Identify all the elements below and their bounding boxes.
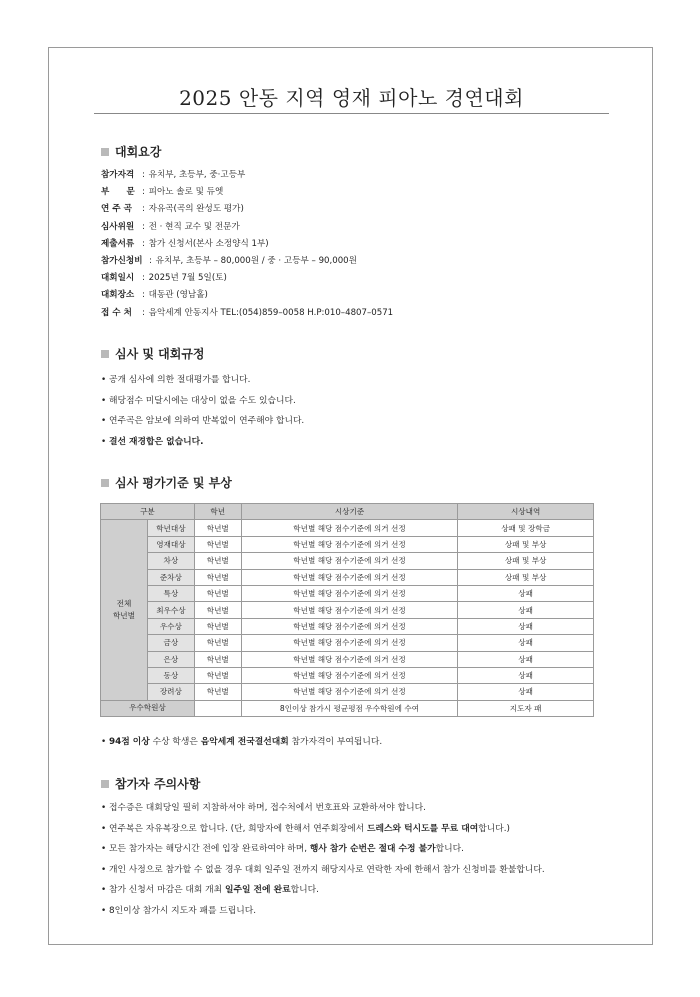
note-tail: 합니다.) bbox=[478, 823, 510, 834]
note-text: 연주복은 자유복장으로 합니다. (단, 희망자에 한해서 연주회장에서 bbox=[109, 823, 368, 834]
note-emphasis: 드레스와 턱시도를 무료 대여 bbox=[367, 823, 479, 834]
table-header: 구분 bbox=[101, 504, 195, 520]
rule-text: 연주곡은 암보에 의하여 반복없이 연주해야 합니다. bbox=[109, 416, 305, 426]
overview-value: 2025년 7월 5일(토) bbox=[148, 273, 227, 284]
label-separator: : bbox=[142, 238, 145, 249]
label-separator: : bbox=[149, 255, 152, 266]
note-item bbox=[101, 819, 545, 840]
overview-label: 제출서류 bbox=[101, 238, 135, 249]
grade-cell: 학년별 bbox=[194, 667, 241, 683]
table-header: 시상기준 bbox=[241, 504, 458, 520]
table-row bbox=[101, 602, 594, 618]
overview-value: 대동관 (영남홀) bbox=[148, 290, 208, 301]
grade-cell: 학년별 bbox=[194, 635, 241, 651]
title-divider bbox=[94, 113, 609, 114]
table-row bbox=[101, 618, 594, 634]
overview-value: 유치부, 초등부 – 80,000원 / 중 · 고등부 – 90,000원 bbox=[155, 255, 357, 266]
overview-label: 연 주 곡 bbox=[101, 204, 132, 215]
award-name-cell: 영재대상 bbox=[147, 536, 194, 552]
grade-cell: 학년별 bbox=[194, 553, 241, 569]
bullet-icon: • bbox=[101, 864, 107, 875]
overview-item bbox=[101, 201, 393, 218]
award-name-cell: 특상 bbox=[147, 585, 194, 601]
grade-cell: 학년별 bbox=[194, 618, 241, 634]
award-name-cell: 준차상 bbox=[147, 569, 194, 585]
overview-list bbox=[101, 167, 393, 322]
rule-item bbox=[101, 432, 304, 453]
overview-value: 참가 신청서(본사 소정양식 1부) bbox=[148, 238, 269, 249]
prize-cell: 상패 bbox=[458, 667, 594, 683]
grade-cell: 학년별 bbox=[194, 585, 241, 601]
grade-cell: 학년별 bbox=[194, 602, 241, 618]
label-separator: : bbox=[142, 187, 145, 198]
bullet-icon: • bbox=[101, 436, 107, 447]
group-label-line: 전체 bbox=[116, 599, 132, 609]
criteria-cell: 학년별 해당 점수기준에 의거 선정 bbox=[241, 635, 458, 651]
table-row bbox=[101, 651, 594, 667]
bullet-icon: • bbox=[101, 395, 107, 406]
prize-cell: 상패 및 장학금 bbox=[458, 520, 594, 536]
criteria-cell: 학년별 해당 점수기준에 의거 선정 bbox=[241, 651, 458, 667]
label-separator: : bbox=[142, 170, 145, 180]
award-table bbox=[100, 503, 594, 717]
overview-label: 부 문 bbox=[101, 187, 135, 198]
grade-cell: 학년별 bbox=[194, 569, 241, 585]
rules-list bbox=[101, 370, 304, 452]
bullet-icon: • bbox=[101, 844, 107, 854]
grade-cell: 학년별 bbox=[194, 536, 241, 552]
overview-item bbox=[101, 305, 393, 322]
criteria-cell: 학년별 해당 점수기준에 의거 선정 bbox=[241, 585, 458, 601]
note-text: 모든 참가자는 해당시간 전에 입장 완료하여야 하며, bbox=[109, 844, 310, 854]
bullet-icon: • bbox=[101, 375, 107, 385]
criteria-cell: 학년별 해당 점수기준에 의거 선정 bbox=[241, 520, 458, 536]
overview-label: 심사위원 bbox=[101, 221, 135, 232]
note-tail: 합니다. bbox=[435, 844, 464, 854]
overview-label: 참가신청비 bbox=[101, 255, 143, 266]
table-row bbox=[101, 684, 594, 700]
note-text: 8인이상 참가시 지도자 패를 드립니다. bbox=[109, 905, 257, 916]
group-label-cell bbox=[101, 520, 148, 700]
criteria-cell: 8인이상 참가시 평균평점 우수학원에 수여 bbox=[241, 700, 458, 716]
prize-cell: 상패 bbox=[458, 635, 594, 651]
bullet-icon: • bbox=[101, 803, 107, 813]
overview-item bbox=[101, 167, 393, 184]
overview-value: 자유곡(곡의 완성도 평가) bbox=[148, 204, 244, 215]
award-name-cell: 최우수상 bbox=[147, 602, 194, 618]
criteria-cell: 학년별 해당 점수기준에 의거 선정 bbox=[241, 618, 458, 634]
bullet-icon: • bbox=[101, 416, 107, 426]
rule-item bbox=[101, 391, 304, 412]
overview-value: 전 · 현직 교수 및 전문가 bbox=[148, 221, 240, 232]
award-name-cell: 은상 bbox=[147, 651, 194, 667]
overview-item bbox=[101, 219, 393, 236]
overview-item bbox=[101, 287, 393, 304]
note-emphasis: 행사 참가 순번은 절대 수정 불가 bbox=[309, 844, 436, 854]
bullet-icon: • bbox=[101, 905, 107, 916]
rule-text: 공개 심사에 의한 절대평가를 합니다. bbox=[109, 375, 251, 385]
note-item bbox=[101, 798, 545, 819]
bullet-icon: • bbox=[101, 885, 107, 895]
prize-cell: 상패 bbox=[458, 618, 594, 634]
table-row bbox=[101, 520, 594, 536]
award-name-cell: 동상 bbox=[147, 667, 194, 683]
square-bullet-icon bbox=[101, 780, 109, 788]
prize-cell: 상패 및 부상 bbox=[458, 536, 594, 552]
rule-item bbox=[101, 370, 304, 391]
prize-cell: 상패 및 부상 bbox=[458, 569, 594, 585]
note-item bbox=[101, 839, 545, 860]
prize-cell: 상패 bbox=[458, 684, 594, 700]
criteria-cell: 학년별 해당 점수기준에 의거 선정 bbox=[241, 667, 458, 683]
overview-label: 접 수 처 bbox=[101, 307, 132, 318]
overview-value: 음악세계 안동지사 TEL:(054)859–0058 H.P:010–4807–0571 bbox=[148, 307, 394, 318]
award-name-cell: 학년대상 bbox=[147, 520, 194, 536]
grade-cell: 학년별 bbox=[194, 684, 241, 700]
table-header: 학년 bbox=[194, 504, 241, 520]
overview-label: 대회일시 bbox=[101, 273, 135, 284]
overview-value: 피아노 솔로 및 듀엣 bbox=[148, 187, 224, 198]
poster-frame bbox=[48, 47, 653, 945]
award-name-cell: 우수상 bbox=[147, 618, 194, 634]
prize-cell: 지도자 패 bbox=[458, 700, 594, 716]
overview-item bbox=[101, 253, 393, 270]
overview-item bbox=[101, 270, 393, 287]
note-text: 참가 신청서 마감은 대회 개최 bbox=[109, 885, 225, 895]
square-bullet-icon bbox=[101, 479, 109, 487]
overview-item bbox=[101, 184, 393, 201]
prize-cell: 상패 bbox=[458, 602, 594, 618]
grade-cell: 학년별 bbox=[194, 651, 241, 667]
award-name-cell: 장려상 bbox=[147, 684, 194, 700]
table-row bbox=[101, 569, 594, 585]
bullet-icon: • bbox=[101, 823, 107, 834]
rule-item bbox=[101, 411, 304, 432]
notes-list bbox=[101, 798, 545, 921]
criteria-cell: 학년별 해당 점수기준에 의거 선정 bbox=[241, 553, 458, 569]
award-name-cell: 우수학원상 bbox=[101, 700, 195, 716]
label-separator: : bbox=[142, 290, 145, 301]
table-row bbox=[101, 635, 594, 651]
criteria-cell: 학년별 해당 점수기준에 의거 선정 bbox=[241, 569, 458, 585]
note-item bbox=[101, 880, 545, 901]
overview-value: 유치부, 초등부, 중·고등부 bbox=[148, 170, 246, 180]
grade-cell: 학년별 bbox=[194, 520, 241, 536]
prize-cell: 상패 및 부상 bbox=[458, 553, 594, 569]
label-separator: : bbox=[142, 204, 145, 215]
note-tail: 합니다. bbox=[290, 885, 319, 895]
prize-cell: 상패 bbox=[458, 585, 594, 601]
note-text: 개인 사정으로 참가할 수 없을 경우 대회 일주일 전까지 해당지사로 연락한 자에 한해서 참가 신청비를 환불합니다. bbox=[109, 864, 545, 875]
award-name-cell: 차상 bbox=[147, 553, 194, 569]
section-heading-overview: 대회요강 bbox=[101, 143, 161, 160]
rule-text: 해당점수 미달시에는 대상이 없을 수도 있습니다. bbox=[109, 395, 296, 406]
overview-item bbox=[101, 236, 393, 253]
overview-label: 대회장소 bbox=[101, 290, 135, 301]
note-emphasis: 일주일 전에 완료 bbox=[224, 885, 291, 895]
table-note: • 94점 이상 수상 학생은 음악세계 전국결선대회 참가자격이 부여됩니다. bbox=[101, 737, 383, 747]
rule-text: 결선 재경합은 없습니다. bbox=[109, 436, 204, 447]
square-bullet-icon bbox=[101, 350, 109, 358]
square-bullet-icon bbox=[101, 148, 109, 156]
page-title: 2025 안동 지역 영재 피아노 경연대회 bbox=[179, 86, 524, 110]
table-row bbox=[101, 585, 594, 601]
award-name-cell: 금상 bbox=[147, 635, 194, 651]
table-row bbox=[101, 553, 594, 569]
overview-label: 참가자격 bbox=[101, 170, 135, 180]
criteria-cell: 학년별 해당 점수기준에 의거 선정 bbox=[241, 536, 458, 552]
criteria-cell: 학년별 해당 점수기준에 의거 선정 bbox=[241, 684, 458, 700]
section-heading-rules: 심사 및 대회규정 bbox=[101, 345, 205, 362]
table-header-row bbox=[101, 504, 594, 520]
label-separator: : bbox=[142, 273, 145, 284]
label-separator: : bbox=[142, 307, 145, 318]
note-item bbox=[101, 860, 545, 881]
table-row bbox=[101, 700, 594, 716]
table-header: 시상내역 bbox=[458, 504, 594, 520]
criteria-cell: 학년별 해당 점수기준에 의거 선정 bbox=[241, 602, 458, 618]
section-heading-notes: 참가자 주의사항 bbox=[101, 775, 200, 792]
table-row bbox=[101, 536, 594, 552]
section-heading-criteria: 심사 평가기준 및 부상 bbox=[101, 474, 232, 491]
label-separator: : bbox=[142, 221, 145, 232]
grade-cell bbox=[194, 700, 241, 716]
group-label-line: 학년별 bbox=[112, 611, 135, 621]
note-text: 접수증은 대회당일 필히 지참하셔야 하며, 접수처에서 번호표와 교환하셔야 합니다. bbox=[109, 803, 426, 813]
note-item bbox=[101, 901, 545, 922]
table-row bbox=[101, 667, 594, 683]
prize-cell: 상패 bbox=[458, 651, 594, 667]
